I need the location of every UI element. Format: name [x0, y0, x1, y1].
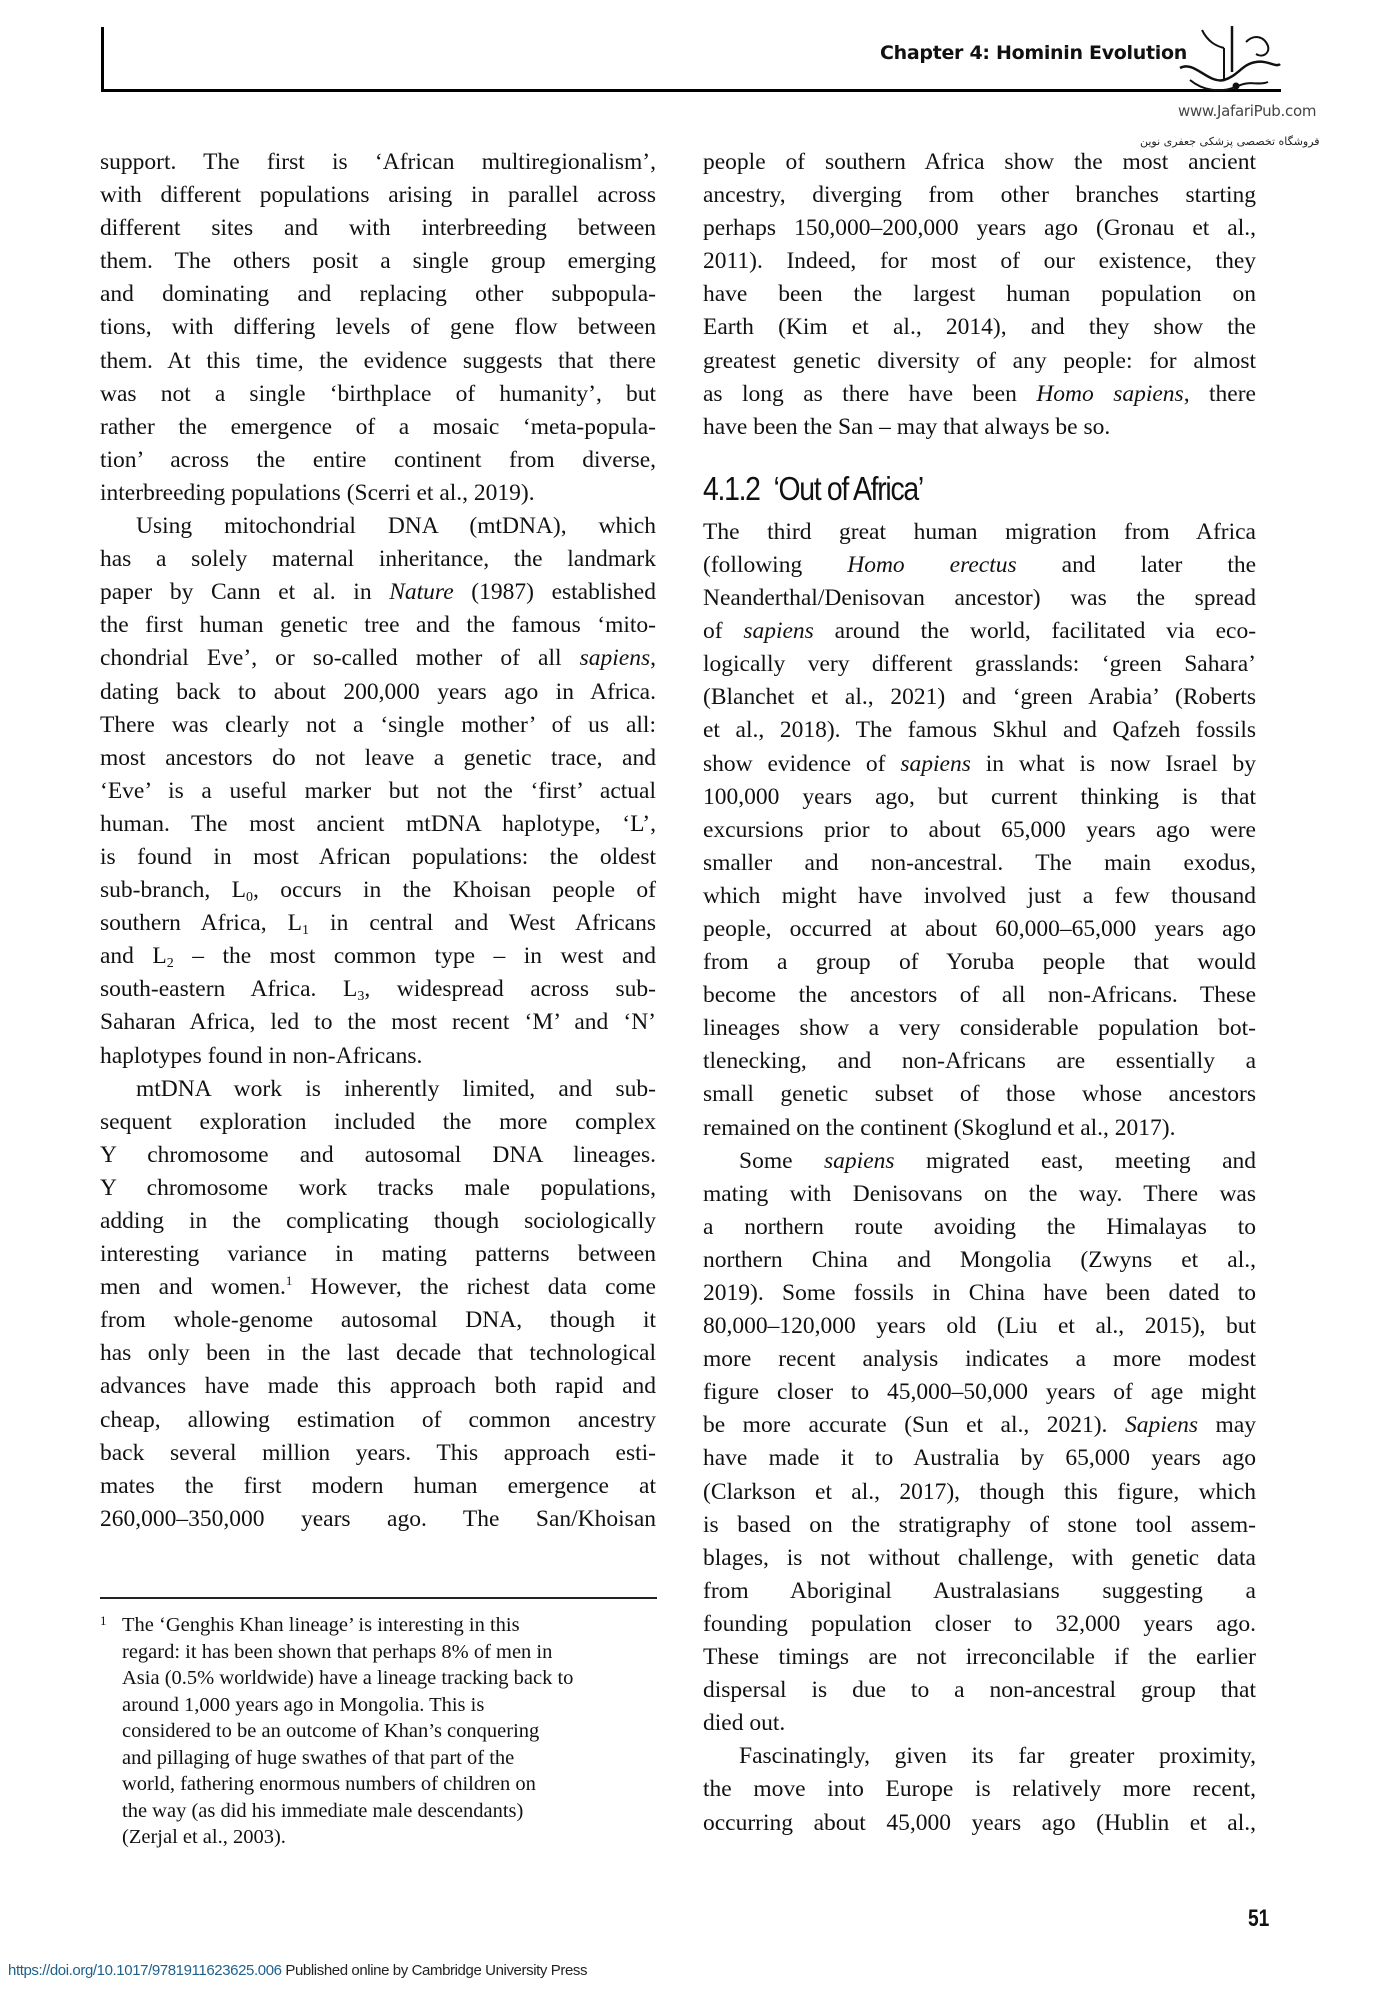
text-line: different sites and with interbreeding between	[100, 215, 656, 242]
doi-footer	[8, 1962, 587, 1979]
text-line: died out.	[703, 1710, 786, 1737]
text-line: smaller and non-ancestral. The main exodus,	[703, 849, 1256, 876]
text-line: excursions prior to about 65,000 years ago were	[703, 816, 1256, 843]
text-line: 2011). Indeed, for most of our existence, they	[703, 248, 1256, 275]
text-line: blages, is not without challenge, with genetic data	[703, 1544, 1256, 1571]
text-line: people of southern Africa show the most ancient	[703, 149, 1256, 175]
text-line: These timings are not irreconcilable if the earlier	[703, 1644, 1256, 1671]
text-line: and $L_2$ – the most common type – in west and	[100, 943, 656, 972]
text-line: become the ancestors of all non-Africans. These	[703, 982, 1256, 1009]
text-line: chondrial Eve’, or so-called mother of all sapiens,	[100, 645, 656, 672]
text-line: and dominating and replacing other subpopula-	[100, 281, 656, 308]
footnote-line: and pillaging of huge swathes of that part of the	[122, 1746, 515, 1769]
text-line: have been the San – may that always be so.	[703, 413, 1111, 440]
footnote-line: regard: it has been shown that perhaps 8% of men in	[122, 1640, 553, 1663]
text-line: small genetic subset of those whose ancestors	[703, 1081, 1256, 1108]
text-line: with different populations arising in parallel across	[100, 182, 656, 209]
text-line: of sapiens around the world, facilitated via eco-	[703, 618, 1257, 645]
text-line: occurring about 45,000 years ago (Hublin et al.,	[703, 1809, 1256, 1836]
text-line: them. At this time, the evidence suggests that there	[100, 347, 656, 374]
text-line: lineages show a very considerable population bot-	[703, 1015, 1256, 1042]
text-line: is found in most African populations: the oldest	[100, 843, 656, 870]
footnote	[100, 1612, 660, 1851]
text-line: sub-branch, $L_0$, occurs in the Khoisan people of	[100, 877, 656, 906]
text-line: a northern route avoiding the Himalayas to	[703, 1213, 1256, 1240]
text-line: dispersal is due to a non-ancestral group that	[703, 1677, 1256, 1704]
watermark-text-fa: فروشگاه تخصصی پزشکی جعفری نوین	[1140, 135, 1320, 148]
text-line: northern China and Mongolia (Zwyns et al.,	[703, 1246, 1256, 1273]
text-line: Fascinatingly, given its far greater proximity,	[739, 1743, 1256, 1770]
text-line: tions, with differing levels of gene flow between	[100, 314, 656, 341]
text-line: interbreeding populations (Scerri et al., 2019).	[100, 479, 535, 506]
text-line: haplotypes found in non-Africans.	[100, 1042, 423, 1069]
text-line: dating back to about 200,000 years ago in Africa.	[100, 678, 656, 705]
text-line: is based on the stratigraphy of stone tool assem-	[703, 1511, 1256, 1538]
text-line: more recent analysis indicates a more modest	[703, 1346, 1256, 1373]
text-line: Neanderthal/Denisovan ancestor) was the spread	[703, 585, 1256, 612]
text-line: Using mitochondrial DNA (mtDNA), which	[136, 513, 656, 540]
text-line: from whole-genome autosomal DNA, though it	[100, 1307, 656, 1334]
text-line: as long as there have been Homo sapiens, there	[703, 380, 1256, 407]
text-line: adding in the complicating though sociologically	[100, 1208, 656, 1234]
text-line: was not a single ‘birthplace of humanity’, but	[100, 380, 656, 407]
page-number: 51	[1248, 1905, 1270, 1932]
text-line: mtDNA work is inherently limited, and sub-	[136, 1075, 656, 1102]
left-column	[100, 146, 656, 1536]
published-text: Published online by Cambridge University Press	[285, 1962, 588, 1979]
text-line: advances have made this approach both rapid and	[100, 1373, 656, 1400]
text-line: people, occurred at about 60,000–65,000 years ago	[703, 915, 1256, 942]
text-line: have been the largest human population on	[703, 281, 1256, 308]
footnote-line: (Zerjal et al., 2003).	[122, 1826, 286, 1848]
text-line: which might have involved just a few thousand	[703, 882, 1256, 909]
text-line: south-eastern Africa. $L_3$, widespread across sub-	[100, 976, 656, 1005]
text-line: men and women.$^1$ However, the richest data come	[100, 1273, 656, 1301]
text-line: remained on the continent (Skoglund et al., 2017).	[703, 1114, 1176, 1141]
text-line: from Aboriginal Australasians suggesting a	[703, 1577, 1256, 1604]
text-line: ancestry, diverging from other branches starting	[703, 182, 1256, 209]
text-line: support. The first is ‘African multiregionalism’,	[100, 149, 656, 175]
text-line: (Clarkson et al., 2017), though this figure, which	[703, 1478, 1256, 1505]
text-line: the first human genetic tree and the famous ‘mito-	[100, 612, 656, 639]
right-column	[703, 146, 1256, 1840]
section-number: 4.1.2	[703, 469, 760, 507]
text-line: paper by Cann et al. in Nature (1987) established	[100, 579, 656, 606]
text-line: tlenecking, and non-Africans are essentially a	[703, 1048, 1256, 1075]
text-line: ‘Eve’ is a useful marker but not the ‘first’ actual	[100, 777, 656, 804]
text-line: Y chromosome and autosomal DNA lineages.	[100, 1141, 656, 1168]
text-line: (following Homo erectus and later the	[703, 551, 1257, 578]
text-line: the move into Europe is relatively more recent,	[703, 1776, 1256, 1803]
text-line: perhaps 150,000–200,000 years ago (Gronau et al.,	[703, 215, 1256, 242]
journal-name: Nature	[389, 579, 454, 606]
footnote-ref[interactable]: 1	[285, 1273, 293, 1289]
text-line: (Blanchet et al., 2021) and ‘green Arabia’ (Roberts	[703, 684, 1256, 711]
text-line: human. The most ancient mtDNA haplotype, ‘L’,	[100, 810, 656, 837]
text-line: figure closer to 45,000–50,000 years of age might	[703, 1379, 1256, 1406]
text-line: Y chromosome work tracks male populations,	[100, 1174, 656, 1201]
text-line: tion’ across the entire continent from diverse,	[100, 446, 656, 473]
footnote-line: considered to be an outcome of Khan’s conquering	[122, 1720, 540, 1742]
footnote-line: the way (as did his immediate male descendants)	[122, 1799, 524, 1822]
text-line: sequent exploration included the more complex	[100, 1108, 656, 1135]
running-head: Chapter 4: Hominin Evolution	[880, 42, 1187, 64]
doi-link[interactable]: https://doi.org/10.1017/9781911623625.006	[8, 1962, 282, 1979]
text-line: interesting variance in mating patterns between	[100, 1241, 656, 1268]
text-line: Earth (Kim et al., 2014), and they show the	[703, 314, 1256, 341]
text-line: 100,000 years ago, but current thinking is that	[703, 783, 1256, 810]
footnote-marker: 1	[100, 1613, 107, 1628]
text-line: be more accurate (Sun et al., 2021). Sapiens may	[703, 1412, 1257, 1439]
text-line: rather the emergence of a mosaic ‘meta-popula-	[100, 413, 656, 440]
text-line: mates the first modern human emergence at	[100, 1472, 656, 1499]
watermark-url: www.JafariPub.com	[1178, 102, 1317, 120]
header-rule-vertical	[101, 27, 104, 91]
text-line: mating with Denisovans on the way. There was	[703, 1180, 1256, 1207]
text-line: There was clearly not a ‘single mother’ of us all:	[100, 711, 656, 738]
text-line: back several million years. This approach esti-	[100, 1439, 656, 1466]
jafari-calligraphy-logo-icon	[1172, 24, 1282, 98]
text-line: greatest genetic diversity of any people: for almost	[703, 347, 1256, 374]
text-line: 80,000–120,000 years old (Liu et al., 2015), but	[703, 1313, 1256, 1340]
text-line: founding population closer to 32,000 years ago.	[703, 1610, 1256, 1637]
text-line: The third great human migration from Africa	[703, 518, 1256, 545]
section-title: ‘Out of Africa’	[773, 469, 923, 507]
text-line: most ancestors do not leave a genetic trace, and	[100, 744, 656, 771]
text-line: have made it to Australia by 65,000 years ago	[703, 1445, 1256, 1472]
text-line: has a solely maternal inheritance, the landmark	[100, 546, 656, 573]
text-line: show evidence of sapiens in what is now Israel by	[703, 750, 1257, 777]
text-line: them. The others posit a single group emerging	[100, 248, 656, 275]
text-line: Saharan Africa, led to the most recent ‘M’ and ‘N’	[100, 1009, 656, 1036]
text-line: from a group of Yoruba people that would	[703, 949, 1256, 976]
footnote-line: The ‘Genghis Khan lineage’ is interesting in this	[122, 1614, 520, 1636]
text-line: Some sapiens migrated east, meeting and	[739, 1147, 1257, 1174]
text-line: 2019). Some fossils in China have been dated to	[703, 1280, 1256, 1306]
footnote-rule	[100, 1597, 657, 1599]
footnote-line: around 1,000 years ago in Mongolia. This is	[122, 1693, 485, 1716]
text-line: has only been in the last decade that technological	[100, 1340, 656, 1367]
text-line: logically very different grasslands: ‘green Sahara’	[703, 651, 1256, 678]
text-line: cheap, allowing estimation of common ancestry	[100, 1406, 656, 1433]
section-heading	[703, 462, 1179, 516]
footnote-line: Asia (0.5% worldwide) have a lineage tracking back to	[122, 1667, 574, 1689]
header-rule-horizontal	[101, 89, 1281, 92]
text-line: et al., 2018). The famous Skhul and Qafzeh fossils	[703, 717, 1256, 744]
text-line: southern Africa, $L_1$ in central and West Africans	[100, 910, 656, 939]
text-line: 260,000–350,000 years ago. The San/Khoisan	[100, 1505, 656, 1532]
footnote-line: world, fathering enormous numbers of children on	[122, 1773, 536, 1795]
